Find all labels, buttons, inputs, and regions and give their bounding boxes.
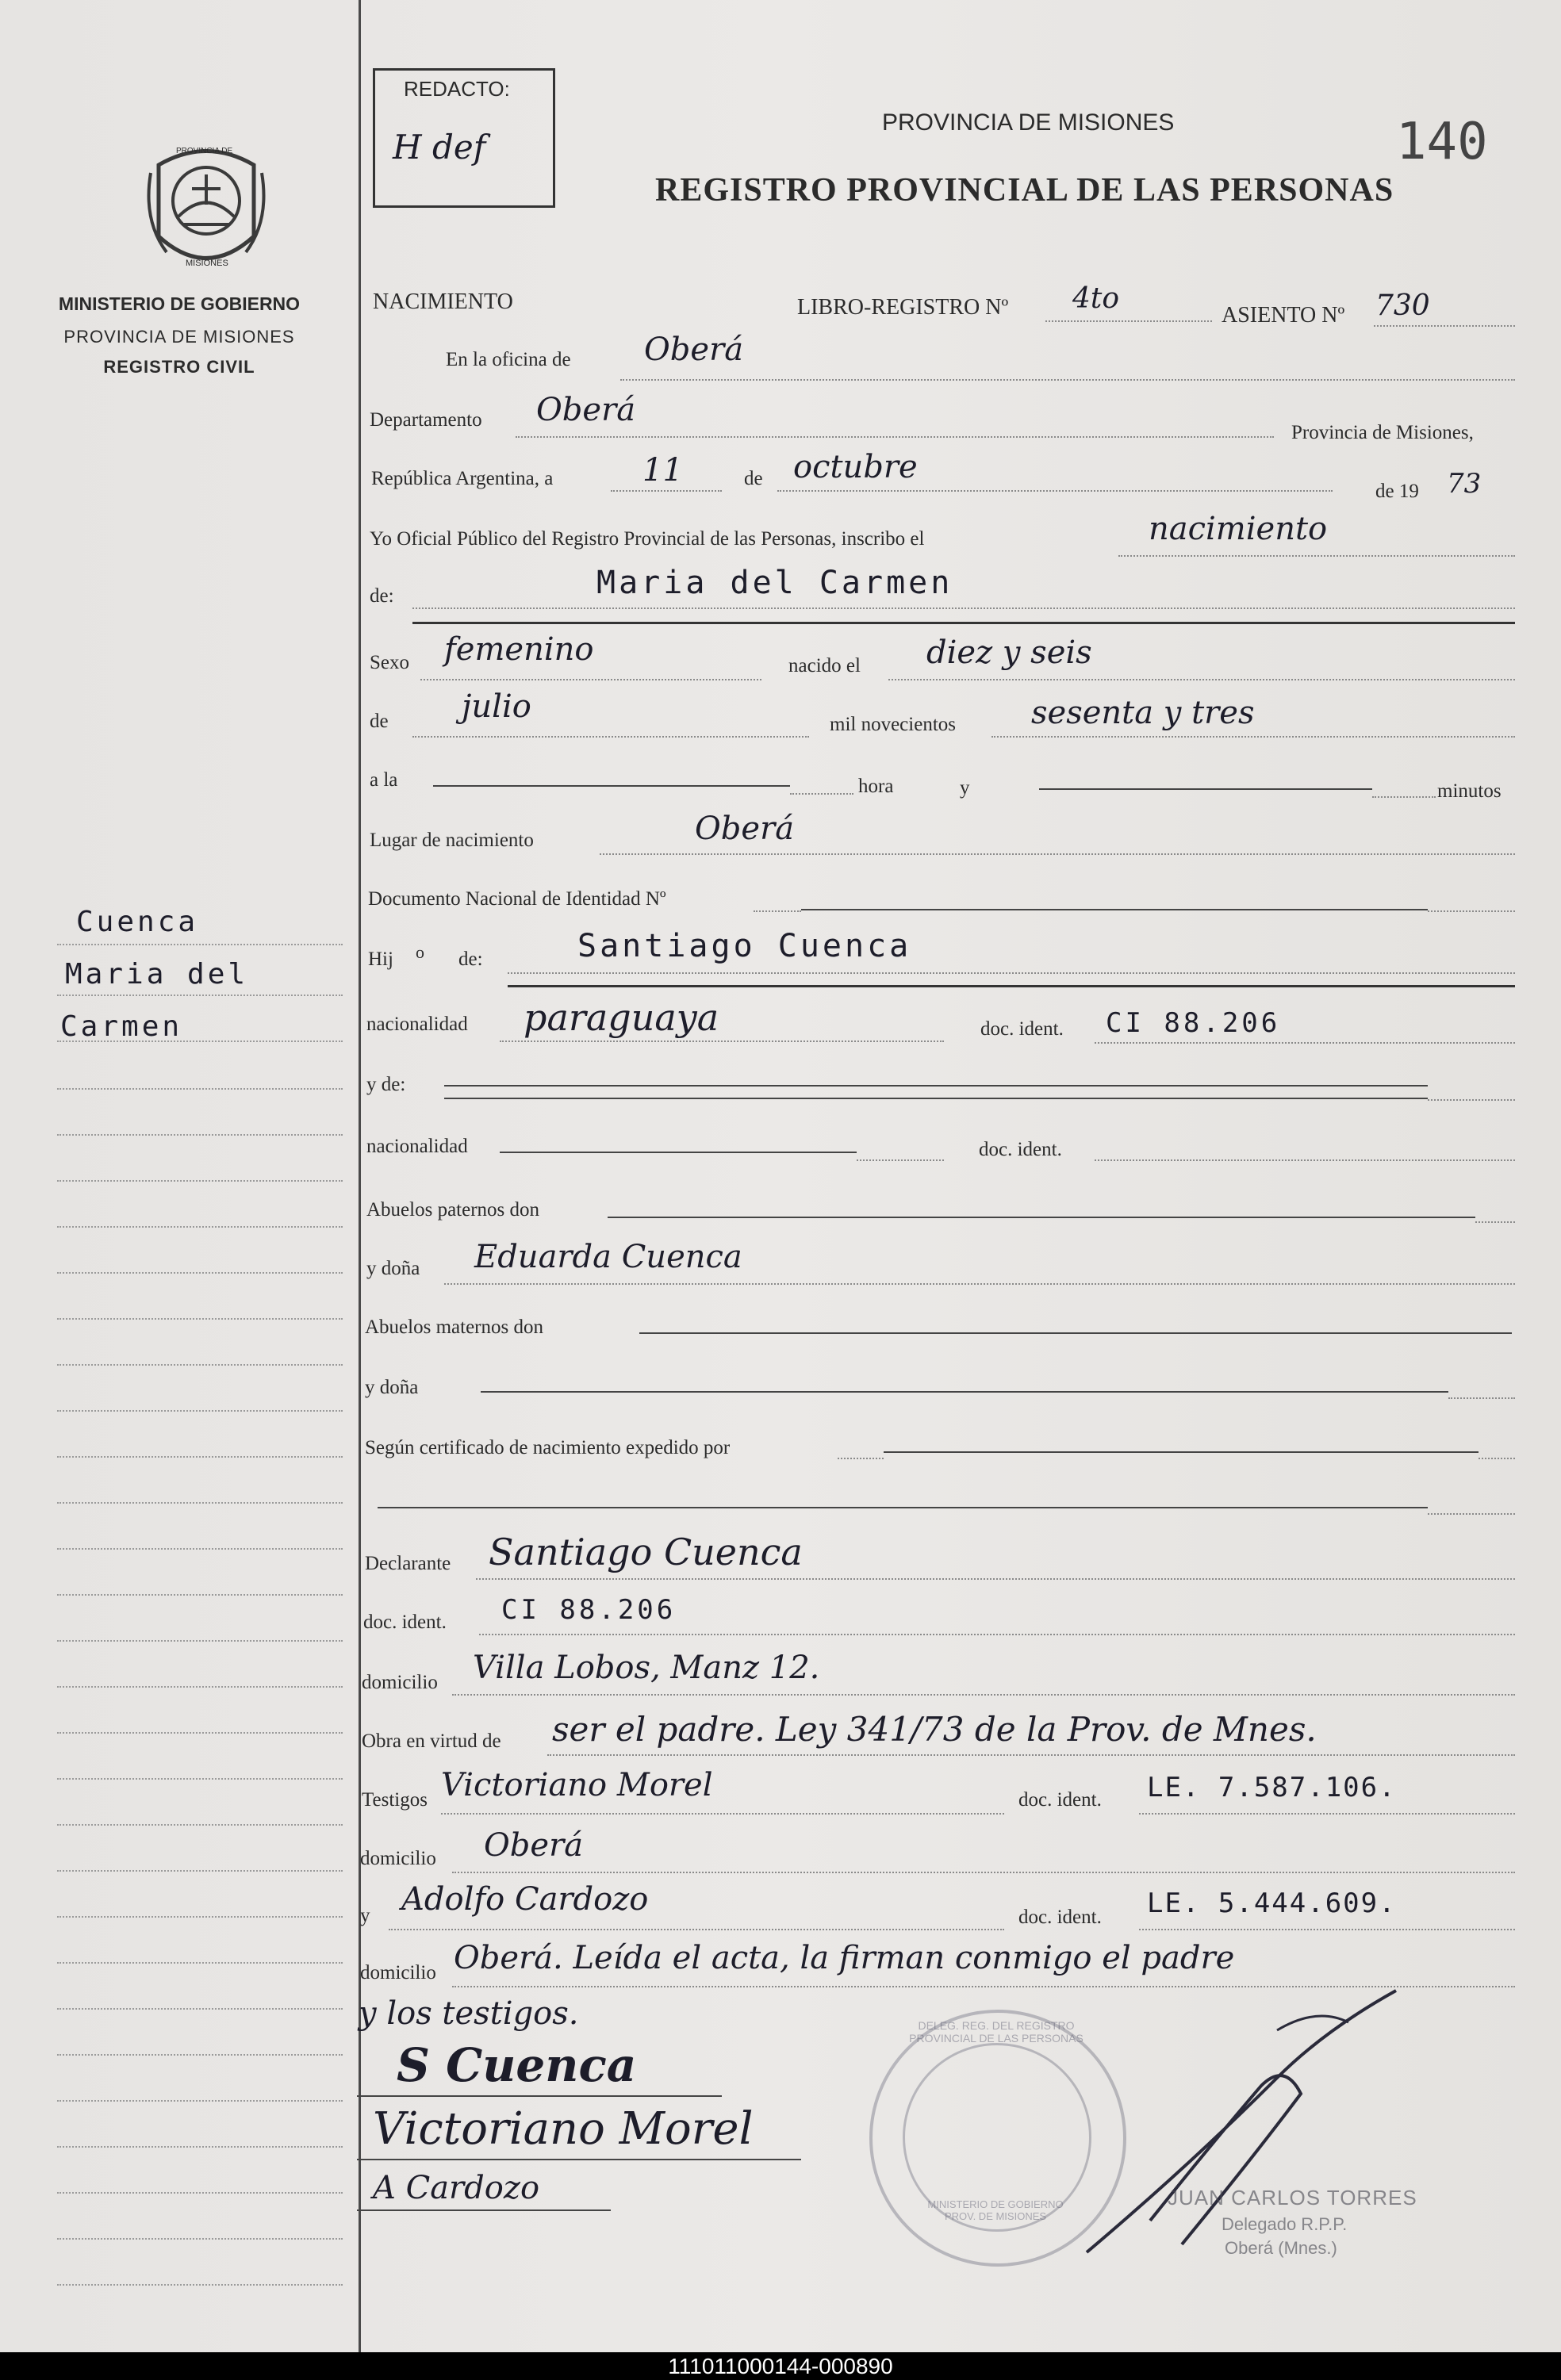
departamento-line <box>516 436 1274 438</box>
testigo1-doc-value: LE. 7.587.106. <box>1147 1772 1397 1803</box>
redacto-box <box>373 68 555 208</box>
abuelos-paternos-label: Abuelos paternos don <box>366 1199 540 1221</box>
side-rule <box>57 1732 343 1734</box>
page-number: 140 <box>1396 113 1488 171</box>
signature-1: S Cuenca <box>397 2038 637 2092</box>
republica-label: República Argentina, a <box>371 468 554 489</box>
side-rule <box>57 1870 343 1872</box>
side-rule <box>57 1778 343 1780</box>
minutos-line <box>1039 788 1372 790</box>
side-rule <box>57 995 343 996</box>
nacido-line <box>888 679 1515 680</box>
side-rule <box>57 1364 343 1366</box>
side-rule <box>57 1318 343 1320</box>
margin-note-line3: Carmen <box>60 1010 183 1043</box>
minutos-dots <box>1372 796 1436 798</box>
hijo-de-label: de: <box>458 949 483 970</box>
nacido-value: diez y seis <box>926 634 1092 671</box>
testigo1-doc-line <box>1139 1813 1515 1815</box>
obra-value: ser el padre. Ley 341/73 de la Prov. de Mnes. <box>552 1710 1317 1749</box>
side-rule <box>57 1410 343 1412</box>
side-rule <box>57 2100 343 2102</box>
madre-dots <box>1428 1099 1515 1101</box>
testigo2-doc-label: doc. ident. <box>1018 1907 1102 1928</box>
testigos-label: Testigos <box>362 1789 428 1811</box>
declarante-label: Declarante <box>365 1553 451 1574</box>
nacionalidad-line <box>500 1041 944 1042</box>
official-title: Delegado R.P.P. <box>1222 2214 1348 2234</box>
libro-label: LIBRO-REGISTRO Nº <box>797 295 1009 320</box>
ministry-label: MINISTERIO DE GOBIERNO <box>58 293 301 314</box>
testigo2-value: Adolfo Cardozo <box>401 1881 649 1918</box>
sexo-value: femenino <box>444 631 594 668</box>
seal-bottom-text: MISIONES <box>186 259 228 268</box>
abuelos-paternos-dots <box>1475 1221 1515 1223</box>
decl-doc-line <box>479 1634 1515 1635</box>
name-value: Maria del Carmen <box>596 565 953 601</box>
header-province: PROVINCIA DE MISIONES <box>882 109 1175 136</box>
testigo1-value: Victoriano Morel <box>441 1767 713 1803</box>
year-value: 73 <box>1447 468 1482 500</box>
official-place: Oberá (Mnes.) <box>1225 2238 1337 2258</box>
office-label: REGISTRO CIVIL <box>103 357 255 377</box>
month-value: julio <box>462 688 531 725</box>
declarante-line <box>476 1578 1515 1580</box>
decl-doc-label: doc. ident. <box>363 1612 447 1633</box>
libro-value: 4to <box>1072 282 1120 315</box>
abuelos-paternos-line <box>608 1217 1475 1218</box>
header-title: REGISTRO PROVINCIAL DE LAS PERSONAS <box>655 172 1394 209</box>
mes-line <box>777 490 1333 492</box>
padre-underline <box>508 985 1515 987</box>
padre-line-dotted <box>508 972 1515 974</box>
oficina-line <box>620 379 1515 381</box>
side-rule <box>57 1041 343 1042</box>
doc-ident2-line <box>1095 1159 1515 1161</box>
seal-top-text: PROVINCIA DE <box>176 147 233 155</box>
redacto-label: REDACTO: <box>404 77 510 101</box>
domicilio2-label: domicilio <box>360 1848 436 1869</box>
domicilio3-value: Oberá. Leída el acta, la firman conmigo el padre <box>454 1940 1235 1976</box>
redacto-value: H def <box>393 128 486 167</box>
dni-line <box>801 909 1428 910</box>
side-rule <box>57 1594 343 1596</box>
side-rule <box>57 1824 343 1826</box>
yo-oficial-text: Yo Oficial Público del Registro Provincial de las Personas, inscribo el <box>370 528 925 550</box>
obra-label: Obra en virtud de <box>362 1730 501 1752</box>
nacionalidad-label: nacionalidad <box>366 1014 468 1035</box>
signature-2: Victoriano Morel <box>373 2103 754 2155</box>
a-la-label: a la <box>370 769 398 791</box>
nacionalidad2-label: nacionalidad <box>366 1136 468 1157</box>
document-id: 111011000144-000890 <box>668 2354 893 2378</box>
segun-line <box>884 1451 1479 1453</box>
domicilio-line <box>452 1694 1515 1696</box>
dia-value: 11 <box>642 452 683 489</box>
testigo2-line <box>389 1929 1004 1930</box>
domicilio3-label: domicilio <box>360 1962 436 1983</box>
y-label: y <box>960 777 970 799</box>
round-seal-outer-text: DELEG. REG. DEL REGISTRO PROVINCIAL DE LAS PERSONAS <box>909 2019 1083 2045</box>
margin-note-line2: Maria del <box>65 958 249 991</box>
nacido-label: nacido el <box>788 655 861 676</box>
testigo1-line <box>441 1813 1004 1815</box>
side-rule <box>57 1962 343 1964</box>
asiento-value: 730 <box>1375 289 1430 322</box>
doc-ident2-label: doc. ident. <box>979 1139 1062 1160</box>
hora-label: hora <box>858 776 894 797</box>
domicilio2-line <box>452 1872 1515 1873</box>
nacionalidad2-dots <box>857 1159 944 1161</box>
dni-dots-end <box>1428 910 1515 912</box>
segun-label: Según certificado de nacimiento expedido por <box>365 1437 731 1458</box>
dni-label: Documento Nacional de Identidad Nº <box>368 888 666 910</box>
province-label: PROVINCIA DE MISIONES <box>63 327 295 347</box>
testigo1-doc-label: doc. ident. <box>1018 1789 1102 1811</box>
name-underline <box>412 622 1515 624</box>
signature-line-3 <box>357 2209 611 2211</box>
segun-dots-end <box>1479 1458 1515 1459</box>
minutos-label: minutos <box>1437 780 1502 802</box>
side-rule <box>57 1272 343 1274</box>
madre-line-2 <box>444 1098 1428 1099</box>
hora-dots <box>790 793 853 795</box>
side-rule <box>57 2008 343 2010</box>
inscribo-value: nacimiento <box>1149 511 1328 547</box>
inscribo-line <box>1118 555 1515 557</box>
side-rule <box>57 944 343 945</box>
y-dona-label: y doña <box>366 1258 420 1279</box>
record-type: NACIMIENTO <box>373 289 513 314</box>
libro-line <box>1045 320 1212 322</box>
signature-line-2 <box>357 2159 801 2160</box>
padre-doc-value: CI 88.206 <box>1106 1007 1281 1039</box>
side-rule <box>57 1686 343 1688</box>
y2-label: y <box>360 1905 370 1926</box>
mes-value: octubre <box>793 449 918 485</box>
side-rule <box>57 2238 343 2240</box>
side-rule <box>57 2146 343 2148</box>
side-rule <box>57 1916 343 1918</box>
margin-note-line1: Cuenca <box>76 906 199 938</box>
y-dona2-label: y doña <box>365 1377 419 1398</box>
hijo-label: Hij <box>368 949 393 970</box>
asiento-line <box>1374 325 1515 327</box>
sexo-line <box>420 679 761 680</box>
side-rule <box>57 1180 343 1182</box>
lugar-value: Oberá <box>695 811 795 847</box>
abuela-materna-line <box>481 1391 1448 1393</box>
segun-dots <box>838 1458 884 1459</box>
departamento-label: Departamento <box>370 409 482 431</box>
lugar-label: Lugar de nacimiento <box>370 830 534 851</box>
doc-ident-label: doc. ident. <box>980 1018 1064 1040</box>
domicilio2-value: Oberá <box>484 1827 584 1864</box>
official-name: JUAN CARLOS TORRES <box>1168 2186 1417 2209</box>
side-rule <box>57 1548 343 1550</box>
padre-value: Santiago Cuenca <box>577 928 912 964</box>
hijo-suffix: o <box>416 942 424 962</box>
abuela-materna-dots <box>1448 1397 1515 1399</box>
nacionalidad-value: paraguaya <box>524 996 719 1039</box>
y-de-label: y de: <box>366 1074 406 1095</box>
declarante-value: Santiago Cuenca <box>489 1531 803 1573</box>
dni-dots <box>754 910 801 912</box>
nacionalidad2-line <box>500 1152 857 1153</box>
year-words-line <box>991 736 1515 738</box>
departamento-value: Oberá <box>536 392 636 428</box>
asiento-label: ASIENTO Nº <box>1222 303 1345 328</box>
side-rule <box>57 2192 343 2194</box>
domicilio-value: Villa Lobos, Manz 12. <box>473 1650 820 1686</box>
obra-line <box>547 1754 1515 1756</box>
segun-line-2 <box>378 1507 1428 1508</box>
padre-doc-line <box>1095 1042 1515 1044</box>
de-month-label: de <box>370 711 389 732</box>
signature-line-1 <box>357 2095 722 2097</box>
year-words-value: sesenta y tres <box>1031 695 1255 731</box>
hora-line <box>433 785 790 787</box>
side-rule <box>57 1640 343 1642</box>
mil-label: mil novecientos <box>830 714 956 735</box>
side-rule <box>57 2284 343 2286</box>
round-seal-inner-text: MINISTERIO DE GOBIERNO PROV. DE MISIONES <box>927 2198 1064 2222</box>
side-rule <box>57 2054 343 2056</box>
name-line-dotted <box>412 607 1515 609</box>
month-line <box>412 736 809 738</box>
side-rule <box>57 1456 343 1458</box>
testigo2-doc-value: LE. 5.444.609. <box>1147 1888 1397 1919</box>
provincia-text: Provincia de Misiones, <box>1291 422 1474 443</box>
decl-doc-value: CI 88.206 <box>501 1594 677 1626</box>
madre-line-1 <box>444 1085 1428 1087</box>
abuelos-maternos-line <box>639 1332 1512 1334</box>
oficina-label: En la oficina de <box>446 349 571 370</box>
de-year-label: de 19 <box>1375 481 1419 502</box>
side-rule <box>57 1226 343 1228</box>
abuelos-maternos-label: Abuelos maternos don <box>365 1316 543 1338</box>
dia-line <box>611 490 722 492</box>
side-rule <box>57 1502 343 1504</box>
side-rule <box>57 1088 343 1090</box>
lugar-line <box>600 853 1515 855</box>
de-label: de <box>744 468 763 489</box>
de-name-label: de: <box>370 585 394 607</box>
abuela-paterna-line <box>444 1283 1515 1285</box>
domicilio-label: domicilio <box>362 1672 438 1693</box>
sexo-label: Sexo <box>370 652 409 673</box>
closing-value: y los testigos. <box>359 1995 579 2032</box>
segun-dots-2 <box>1428 1513 1515 1515</box>
oficina-value: Oberá <box>644 332 744 368</box>
signature-3: A Cardozo <box>373 2170 540 2206</box>
side-rule <box>57 1134 343 1136</box>
testigo2-doc-line <box>1139 1929 1515 1930</box>
abuela-paterna-value: Eduarda Cuenca <box>474 1239 742 1275</box>
coat-of-arms-icon <box>143 141 270 276</box>
